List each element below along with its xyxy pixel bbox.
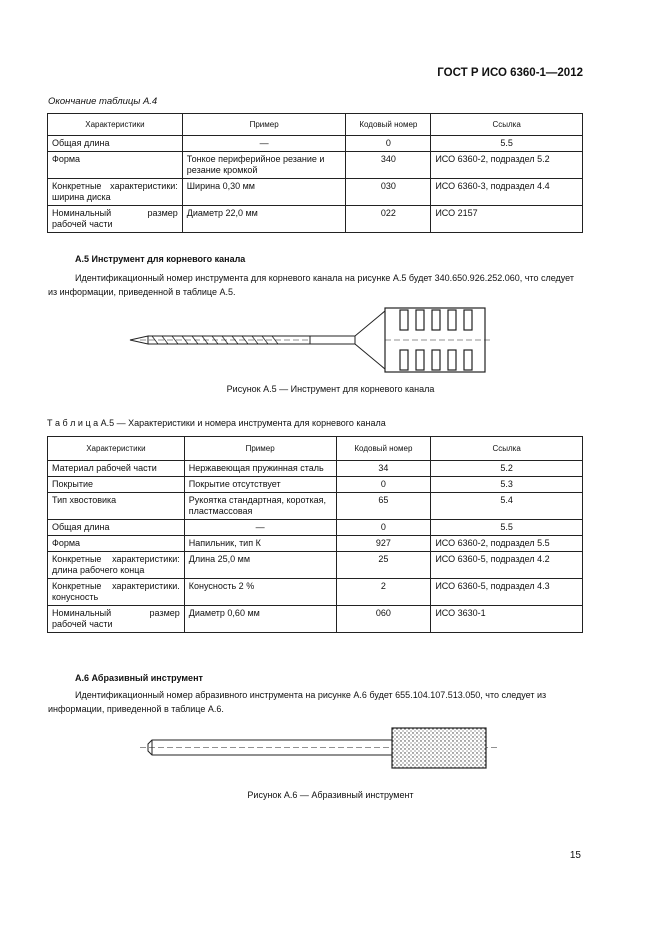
characteristic-cell: Конкретные характеристики: длина рабочего конца xyxy=(48,552,185,579)
reference-cell: ИСО 6360-5, подраздел 4.3 xyxy=(431,579,583,606)
example-cell: Нержавеющая пружинная сталь xyxy=(184,461,336,477)
reference-cell: ИСО 6360-2, подраздел 5.2 xyxy=(431,152,583,179)
code-cell: 25 xyxy=(336,552,431,579)
code-cell: 060 xyxy=(336,606,431,633)
example-cell: Напильник, тип К xyxy=(184,536,336,552)
code-cell: 2 xyxy=(336,579,431,606)
example-cell: — xyxy=(184,520,336,536)
characteristic-cell: Форма xyxy=(48,152,183,179)
column-header: Характеристики xyxy=(48,114,183,136)
characteristic-cell: Форма xyxy=(48,536,185,552)
example-cell: Тонкое периферийное резание и резание кромкой xyxy=(182,152,346,179)
example-cell: Ширина 0,30 мм xyxy=(182,179,346,206)
characteristic-cell: Тип хвостовика xyxy=(48,493,185,520)
characteristic-cell: Номинальный размер рабочей части xyxy=(48,206,183,233)
code-cell: 0 xyxy=(336,520,431,536)
reference-cell: ИСО 6360-2, подраздел 5.5 xyxy=(431,536,583,552)
reference-cell: ИСО 6360-3, подраздел 4.4 xyxy=(431,179,583,206)
example-cell: — xyxy=(182,136,346,152)
figure-a6-caption: Рисунок А.6 — Абразивный инструмент xyxy=(247,790,414,800)
code-cell: 022 xyxy=(346,206,431,233)
reference-cell: 5.5 xyxy=(431,136,583,152)
column-header: Пример xyxy=(184,437,336,461)
characteristic-cell: Общая длина xyxy=(48,520,185,536)
code-cell: 0 xyxy=(346,136,431,152)
characteristic-cell: Номинальный размер рабочей части xyxy=(48,606,185,633)
reference-cell: 5.5 xyxy=(431,520,583,536)
table-a5-caption: Т а б л и ц а А.5 — Характеристики и номера инструмента для корневого канала xyxy=(47,418,386,428)
section-a6-paragraph: Идентификационный номер абразивного инструмента на рисунке А.6 будет 655.104.107.513.050, что следует из информации, приведенной в таблице А.6. xyxy=(48,690,547,714)
code-cell: 030 xyxy=(346,179,431,206)
characteristic-cell: Общая длина xyxy=(48,136,183,152)
table-a4-continuation-caption: Окончание таблицы А.4 xyxy=(48,96,158,107)
column-header: Пример xyxy=(182,114,346,136)
section-a5-paragraph: Идентификационный номер инструмента для корневого канала на рисунке А.5 будет 340.650.926.252.060, что следует из информации, приведенной в таблице А.5. xyxy=(48,273,574,297)
column-header: Характеристики xyxy=(48,437,185,461)
column-header: Ссылка xyxy=(431,437,583,461)
column-header: Кодовый номер xyxy=(346,114,431,136)
example-cell: Рукоятка стандартная, короткая, пластмассовая xyxy=(184,493,336,520)
reference-cell: ИСО 3630-1 xyxy=(431,606,583,633)
example-cell: Конусность 2 % xyxy=(184,579,336,606)
document-code-header: ГОСТ Р ИСО 6360-1—2012 xyxy=(437,67,583,79)
reference-cell: ИСО 2157 xyxy=(431,206,583,233)
characteristic-cell: Конкретные характеристики: ширина диска xyxy=(48,179,183,206)
characteristic-cell: Конкретные характеристики. конусность xyxy=(48,579,185,606)
characteristic-cell: Покрытие xyxy=(48,477,185,493)
example-cell: Покрытие отсутствует xyxy=(184,477,336,493)
column-header: Кодовый номер xyxy=(336,437,431,461)
code-cell: 65 xyxy=(336,493,431,520)
reference-cell: 5.2 xyxy=(431,461,583,477)
page-number: 15 xyxy=(569,850,581,861)
characteristic-cell: Материал рабочей части xyxy=(48,461,185,477)
example-cell: Длина 25,0 мм xyxy=(184,552,336,579)
example-cell: Диаметр 22,0 мм xyxy=(182,206,346,233)
code-cell: 340 xyxy=(346,152,431,179)
code-cell: 34 xyxy=(336,461,431,477)
reference-cell: 5.4 xyxy=(431,493,583,520)
example-cell: Диаметр 0,60 мм xyxy=(184,606,336,633)
code-cell: 0 xyxy=(336,477,431,493)
column-header: Ссылка xyxy=(431,114,583,136)
section-a6-heading: А.6 Абразивный инструмент xyxy=(75,673,203,683)
code-cell: 927 xyxy=(336,536,431,552)
figure-a5-caption: Рисунок А.5 — Инструмент для корневого канала xyxy=(226,384,435,394)
section-a5-heading: А.5 Инструмент для корневого канала xyxy=(75,254,246,264)
reference-cell: ИСО 6360-5, подраздел 4.2 xyxy=(431,552,583,579)
reference-cell: 5.3 xyxy=(431,477,583,493)
